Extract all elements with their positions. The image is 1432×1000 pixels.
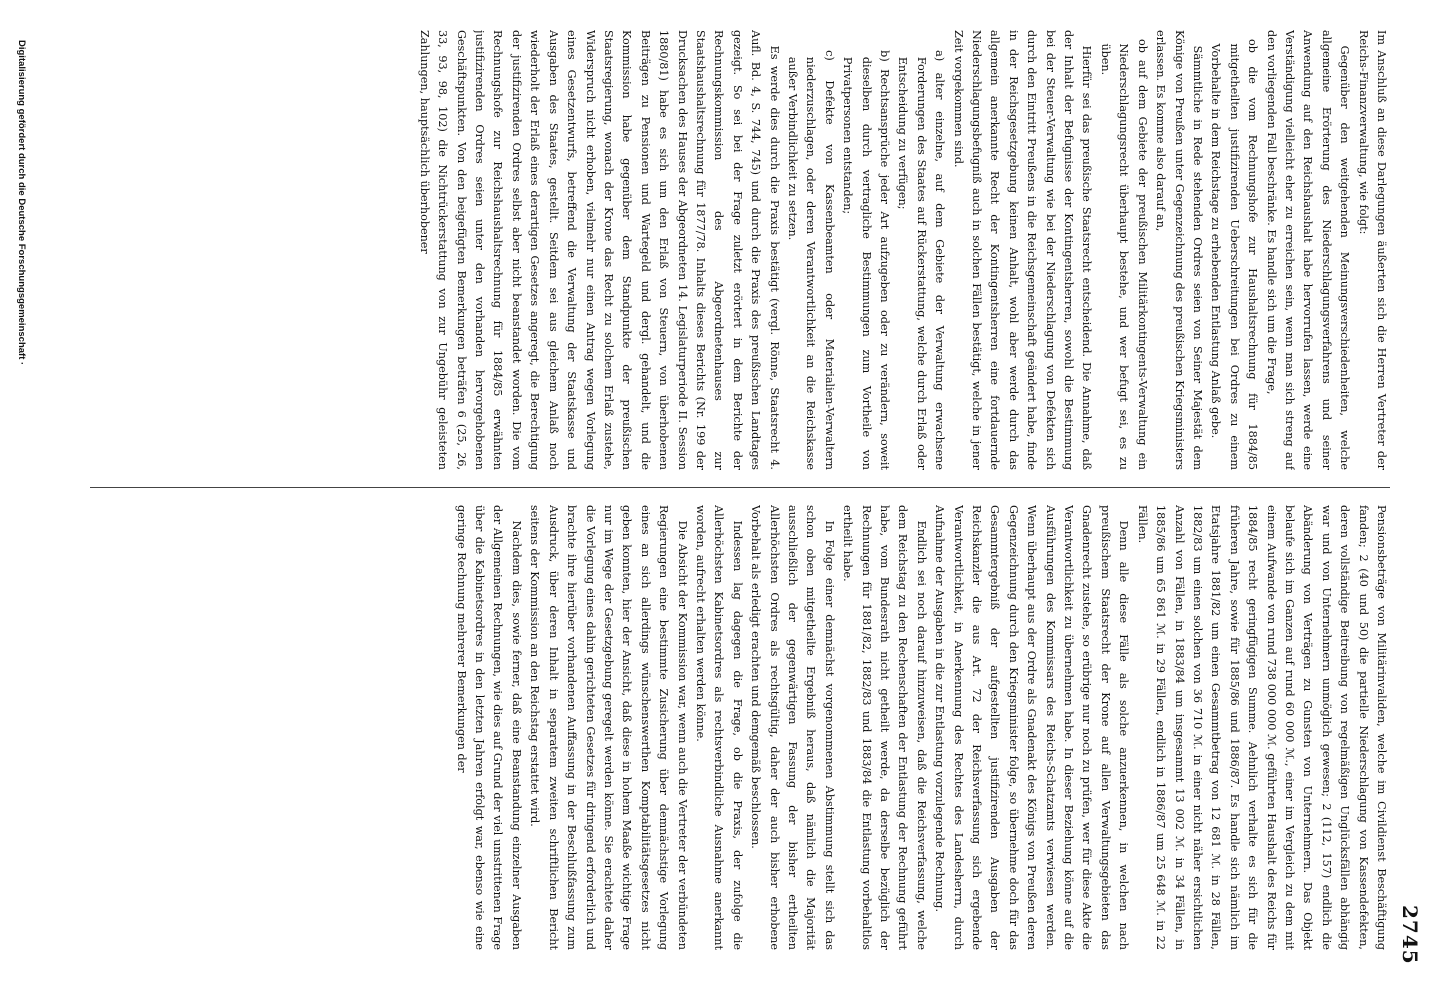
paragraph: ob auf dem Gebiete der preußischen Militärkontingents-Verwaltung ein Niederschlagungsrecht überhaupt bestehe, und wer befugt sei, es zu üben.: [1098, 38, 1149, 470]
digitization-text: Digitalisierung gefördert durch die Deutsche Forschungsgemeinschaft ·: [16, 40, 27, 366]
paragraph: Nachdem dies, sowie ferner, daß eine Beanstandung einzelner Ausgaben der Allgemeinen Rechnungen, wie dies auf Grund der viel umstrittenen Frage über die Kabinetsordres in den letzten Jahren erfolgt war, ebenso wie eine geringe Rechnung mehrerer Bemerkungen der: [454, 505, 523, 950]
paragraph: Es werde dies durch die Praxis bestätigt (vergl. Rönne, Staatsrecht 4. Aufl. Bd. 4, S. 744, 745) und durch die Praxis des preußischen Landtages gezeigt. So sei bei der Frage zuletzt erörtert in dem Berichte der Rechnungskommission des Abgeordnetenhauses zur Staatshaushaltsrechnung für 1877/78. Inhalts dieses Berichts (Nr. 199 der Drucksachen des Hauses der Abgeordneten 14. Legislaturperiode II. Session 1880/81) habe es sich um den Erlaß von Steuern, von überhobenen Beiträgen zu Pensionen und Wartegeld und dergl. gehandelt, und die Kommission habe gegenüber dem Standpunkte der preußischen Staatsregierung, wonach der Krone das Recht zu solchem Erlaß zustehe, Widerspruch nicht erhoben, vielmehr nur einen Antrag wegen Vorlegung eines Gesetzentwurfs, betreffend die Verwaltung der Staatskasse und Ausgaben des Staates, gestellt. Seitdem sei aus gleichem Anlaß noch wiederholt der Erlaß eines derartigen Gesetzes angeregt, die Berechtigung der justifizirenden Ordres selbst aber nicht beanstandet worden. Die vom Rechnungshofe zur Reichshaushaltsrechnung für 1884/85 erwähnten justifizirenden Ordres seien unter den vorhanden hervorgehobenen Geschäftspunkten. Von den beigefügten Bemerkungen beträfen 6 (25, 26, 33, 93, 98, 102) die Nichtrückerstattung von zur Ungebühr geleisteten Zahlungen, hauptsächlich überhobener: [417, 30, 781, 470]
paragraph: ob die vom Rechnungshofe zur Haushaltsrechnung für 1884/85 mitgetheilten justifizirenden Ueberschreitungen bei Ordres zu einem Vorbehalte in dem Reichstage zu erhebenden Entlastung Anlaß gebe.: [1209, 38, 1260, 470]
paragraph: Endlich sei noch darauf hinzuweisen, daß die Reichsverfassung, welche dem Reichstag zu den Rechenschaften der Entlastung der Rechnung geführt habe, vom Bundesrath nicht getheilt werde, da derselbe bezüglich der Rechnungen für 1881/82, 1882/83 und 1883/84 die Entlastung vorbehaltlos ertheilt habe.: [841, 505, 928, 950]
paragraph: Sämmtliche in Rede stehenden Ordres seien von Seiner Majestät dem Könige von Preußen unter Gegenzeichnung des preußischen Kriegsministers erlassen. Es komme also darauf an,: [1154, 30, 1204, 470]
paragraph: Pensionsbeträge von Militärinvaliden, welche im Civildienst Beschäftigung fanden; 2 (40 und 50) die partielle Niederschlagung von Kassendefekten, deren vollständige Beitreibung von regelmäßigen Unglücksfällen abhängig war und von Unternehmern unmöglich gewesen; 2 (112, 157) endlich die Abänderung von Verträgen zu Gunsten von Unternehmern. Das Objekt belaufe sich im Ganzen auf rund 60 000 ℳ., einer im Vergleich zu dem mit einem Aufwande von rund 738 000 000 ℳ. geführten Haushalt des Reichs für 1884/85 recht geringfügigen Summe. Aehnlich verhalte es sich für die früheren Jahre, sowie für 1885/86 und 1886/87. Es handle sich nämlich im Etatsjahre 1881/82 um einen Gesammtbetrag von 12 681 ℳ. in 28 Fällen, 1882/83 um einen solchen von 36 710 ℳ. in einer nicht näher ersichtlichen Anzahl von Fällen, in 1883/84 um insgesammt 13 002 ℳ. in 34 Fällen, in 1885/86 um 65 861 ℳ. in 29 Fällen, endlich in 1886/87 um 25 648 ℳ. in 22 Fällen.: [1135, 505, 1388, 950]
page-number: 2745: [1398, 905, 1422, 965]
column-divider: [90, 487, 1390, 488]
paragraph: Hierfür sei das preußische Staatsrecht entscheidend. Die Annahme, daß der Inhalt der Befugnisse der Kontingentsherren, sowohl die Bestimmung bei der Steuer-Verwaltung wie bei der Niederschlagung von Defekten sich durch den Eintritt Preußens in die Reichsgemeinschaft geändert habe, finde in der Reichsgesetzgebung keinen Anhalt, wohl aber werde durch das allgemein anerkannte Recht der Kontingentsherren eine fortdauernde Niederschlagungsbefugniß auch in solchen Fällen bestätigt, welche in jener Zeit vorgekommen sind.: [951, 30, 1094, 470]
paragraph: Gegenüber den weitgehenden Meinungsverschiedenheiten, welche allgemeine Erörterung des Niederschlagungsverfahrens und seiner Anwendung auf den Reichshaushalt habe hervorrufen lassen, werde eine Verständigung vielleicht eher zu erreichen sein, wenn man sich streng auf den vorliegenden Fall beschränke. Es handle sich um die Frage,: [1264, 30, 1352, 470]
list-item: b) Rechtsansprüche jeder Art aufzugeben oder zu verändern, soweit dieselben durch vertragliche Bestimmungen zum Vortheile von Privatpersonen entstanden;: [841, 50, 892, 470]
paragraph: Die Absicht der Kommission war, wenn auch die Vertreter der verbündeten Regierungen eine bestimmte Zusicherung über demnächstige Vorlegung eines an sich allerdings wünschenswerthen Komptabilitätsgesetzes nicht geben konnten, hier der Ansicht, daß diese in hohem Maaße wichtige Frage nur im Wege der Gesetzgebung geregelt werden könne. Sie erachtete daher die Vorlegung eines dahin gerichteten Gesetzes für dringend erforderlich und brachte ihre hierüber vorhandenen Auffassung in der Beschlußfassung zum Ausdruck, über deren Inhalt in separatem zweiten schriftlichen Bericht seitens der Kommission an den Reichstag erstattet wird.: [528, 505, 689, 950]
text-column-left: [80, 30, 1390, 470]
list-item: c) Defekte von Kassenbeamten oder Materialien-Verwaltern niederzuschlagen, oder deren Verantwortlichkeit an die Reichskasse außer Verbindlichkeit zu setzen.: [786, 50, 836, 470]
text-column-right: [80, 505, 1390, 950]
paragraph: In Folge einer demnächst vorgenommenen Abstimmung stellt sich das schon oben mitgetheilte Ergebniß heraus, daß nämlich die Majorität ausschließlich der gegenwärtigen Fassung der bisher ertheilten Allerhöchsten Ordres als rechtsgültig, daher der auch bisher erhobene Vorbehalt als erledigt erachten und demgemäß beschlossen.: [749, 505, 836, 950]
paragraph: Indessen lag dagegen die Frage, ob die Praxis, der zufolge die Allerhöchsten Kabinetsordres als rechtsverbindliche Ausnahme anerkannt worden, aufrecht erhalten werden könne.: [693, 505, 744, 950]
list-item: a) alter einzelne, auf dem Gebiete der Verwaltung erwachsene Forderungen des Staates auf Rückerstattung, welche durch Erlaß oder Entscheidung zu verfügen;: [896, 50, 947, 470]
paragraph: Denn alle diese Fälle als solche anzuerkennen, in welchen nach preußischem Staatsrecht der Krone auf allen Verwaltungsgebieten das Gnadenrecht zustehe, so erübrige nur noch zu prüfen, wer für diese Akte die Verantwortlichkeit zu übernehmen habe. In dieser Beziehung könne auf die Ausführungen des Kommissars des Reichs-Schatzamts verwiesen werden. Wenn überhaupt aus der Ordre als Gnadenakt des Königs von Preußen deren Gegenzeichnung durch den Kriegsminister folge, so übernehme doch für das Gesammtergebniß der aufgestellten justifizirenden Ausgaben der Reichskanzler die aus Art. 72 der Reichsverfassung sich ergebende Verantwortlichkeit, in Anerkennung des Rechtes des Landesherrn, durch Aufnahme der Ausgaben in die zur Entlastung vorzulegende Rechnung.: [933, 505, 1131, 950]
paragraph: Im Anschluß an diese Darlegungen äußerten sich die Herren Vertreter der Reichs-Finanzverwaltung, wie folgt:: [1356, 30, 1388, 470]
